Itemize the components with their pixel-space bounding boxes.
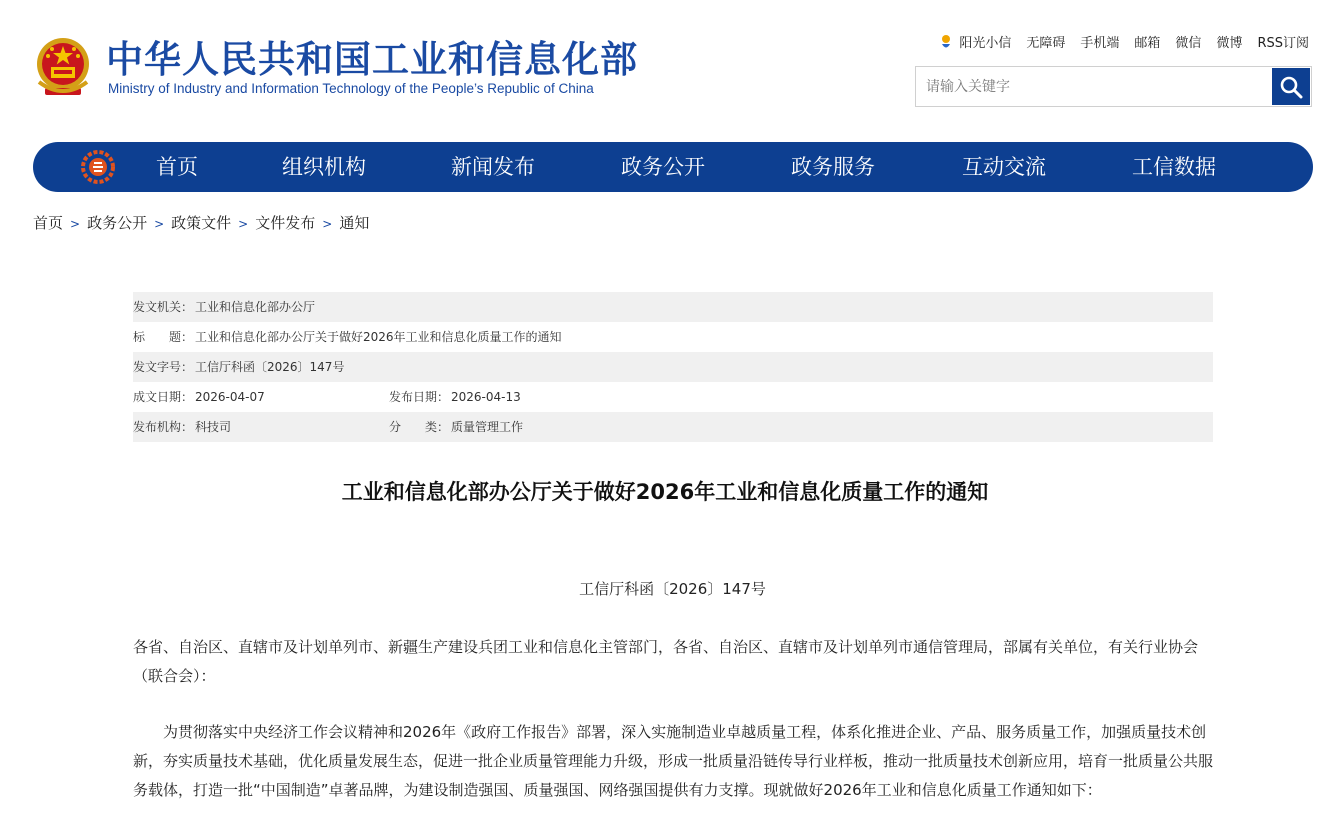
meta-label: 标 题： xyxy=(133,330,194,344)
link-wechat[interactable]: 微信 xyxy=(1175,36,1202,51)
sunshine-icon xyxy=(939,33,953,51)
meta-value: 2026-04-07 xyxy=(195,390,265,404)
meta-row-org xyxy=(133,412,1213,442)
top-links xyxy=(939,32,1309,51)
meta-label: 成文日期： xyxy=(133,390,194,404)
chevron-right-icon: > xyxy=(322,217,333,231)
crumb-documents[interactable]: 文件发布 xyxy=(255,214,316,232)
meta-row-title xyxy=(133,322,1213,352)
document-metadata xyxy=(133,292,1213,442)
article-paragraph: 为贯彻落实中央经济工作会议精神和2026年《政府工作报告》部署，深入实施制造业卓越质量工程，体系化推进企业、产品、服务质量工作，加强质量技术创新，夯实质量技术基础，优化质量发展生态，促进一批企业质量管理能力升级，形成一批质量沿链传导行业样板，推动一批质量技术创新应用，培育一批质量公共服务载体，打造一批“中国制造”卓著品牌，为建设制造强国、质量强国、网络强国提供有力支撑。现就做好2026年工业和信息化质量工作通知如下： xyxy=(133,723,1214,799)
meta-label: 分 类： xyxy=(389,420,450,434)
site-title: 中华人民共和国工业和信息化部 xyxy=(106,38,638,81)
search-button[interactable] xyxy=(1272,68,1310,105)
link-mail[interactable]: 邮箱 xyxy=(1134,36,1161,51)
search-input[interactable] xyxy=(916,67,1272,106)
meta-row-docno xyxy=(133,352,1213,382)
crumb-notice[interactable]: 通知 xyxy=(339,214,370,232)
main-nav xyxy=(33,142,1313,192)
nav-organization[interactable]: 组织机构 xyxy=(282,155,366,179)
meta-value: 质量管理工作 xyxy=(451,420,524,434)
meta-value: 工业和信息化部办公厅关于做好2026年工业和信息化质量工作的通知 xyxy=(195,330,562,344)
chevron-right-icon: > xyxy=(238,217,249,231)
meta-value: 科技司 xyxy=(195,420,232,434)
meta-value: 工信厅科函〔2026〕147号 xyxy=(195,360,345,374)
nav-news[interactable]: 新闻发布 xyxy=(451,155,535,179)
meta-label: 发布日期： xyxy=(389,390,450,404)
meta-value: 2026-04-13 xyxy=(451,390,521,404)
link-rss[interactable]: RSS订阅 xyxy=(1257,36,1309,51)
national-emblem-icon xyxy=(33,36,93,100)
chevron-right-icon: > xyxy=(70,217,81,231)
nav-data[interactable]: 工信数据 xyxy=(1132,155,1216,179)
meta-value: 工业和信息化部办公厅 xyxy=(195,300,316,314)
article-doc-number: 工信厅科函〔2026〕147号 xyxy=(579,580,766,598)
article-paragraph: 各省、自治区、直辖市及计划单列市、新疆生产建设兵团工业和信息化主管部门，各省、自治区、直辖市及计划单列市通信管理局，部属有关单位，有关行业协会（联合会）： xyxy=(133,638,1199,685)
crumb-home[interactable]: 首页 xyxy=(33,214,64,232)
chevron-right-icon: > xyxy=(154,217,165,231)
meta-label: 发文字号： xyxy=(133,360,194,374)
meta-row-dates xyxy=(133,382,1213,412)
link-mobile[interactable]: 手机端 xyxy=(1080,36,1120,51)
nav-gov-affairs[interactable]: 政务公开 xyxy=(621,155,705,179)
crumb-policy[interactable]: 政策文件 xyxy=(171,214,232,232)
link-sunshine[interactable]: 阳光小信 xyxy=(959,36,1012,51)
crumb-gov-affairs[interactable]: 政务公开 xyxy=(87,214,148,232)
meta-label: 发布机构： xyxy=(133,420,194,434)
search-box xyxy=(915,66,1312,107)
search-icon xyxy=(1279,75,1303,99)
link-weibo[interactable]: 微博 xyxy=(1216,36,1243,51)
breadcrumb xyxy=(33,212,369,233)
nav-home[interactable]: 首页 xyxy=(156,155,198,179)
nav-interaction[interactable]: 互动交流 xyxy=(962,155,1046,179)
nav-gov-services[interactable]: 政务服务 xyxy=(791,155,875,179)
meta-row-issuer xyxy=(133,292,1213,322)
article-title: 工业和信息化部办公厅关于做好2026年工业和信息化质量工作的通知 xyxy=(341,480,989,504)
site-subtitle: Ministry of Industry and Information Technology of the People’s Republic of China xyxy=(108,81,594,96)
miit-logo-icon xyxy=(81,150,115,184)
meta-label: 发文机关： xyxy=(133,300,194,314)
link-accessibility[interactable]: 无障碍 xyxy=(1026,36,1066,51)
